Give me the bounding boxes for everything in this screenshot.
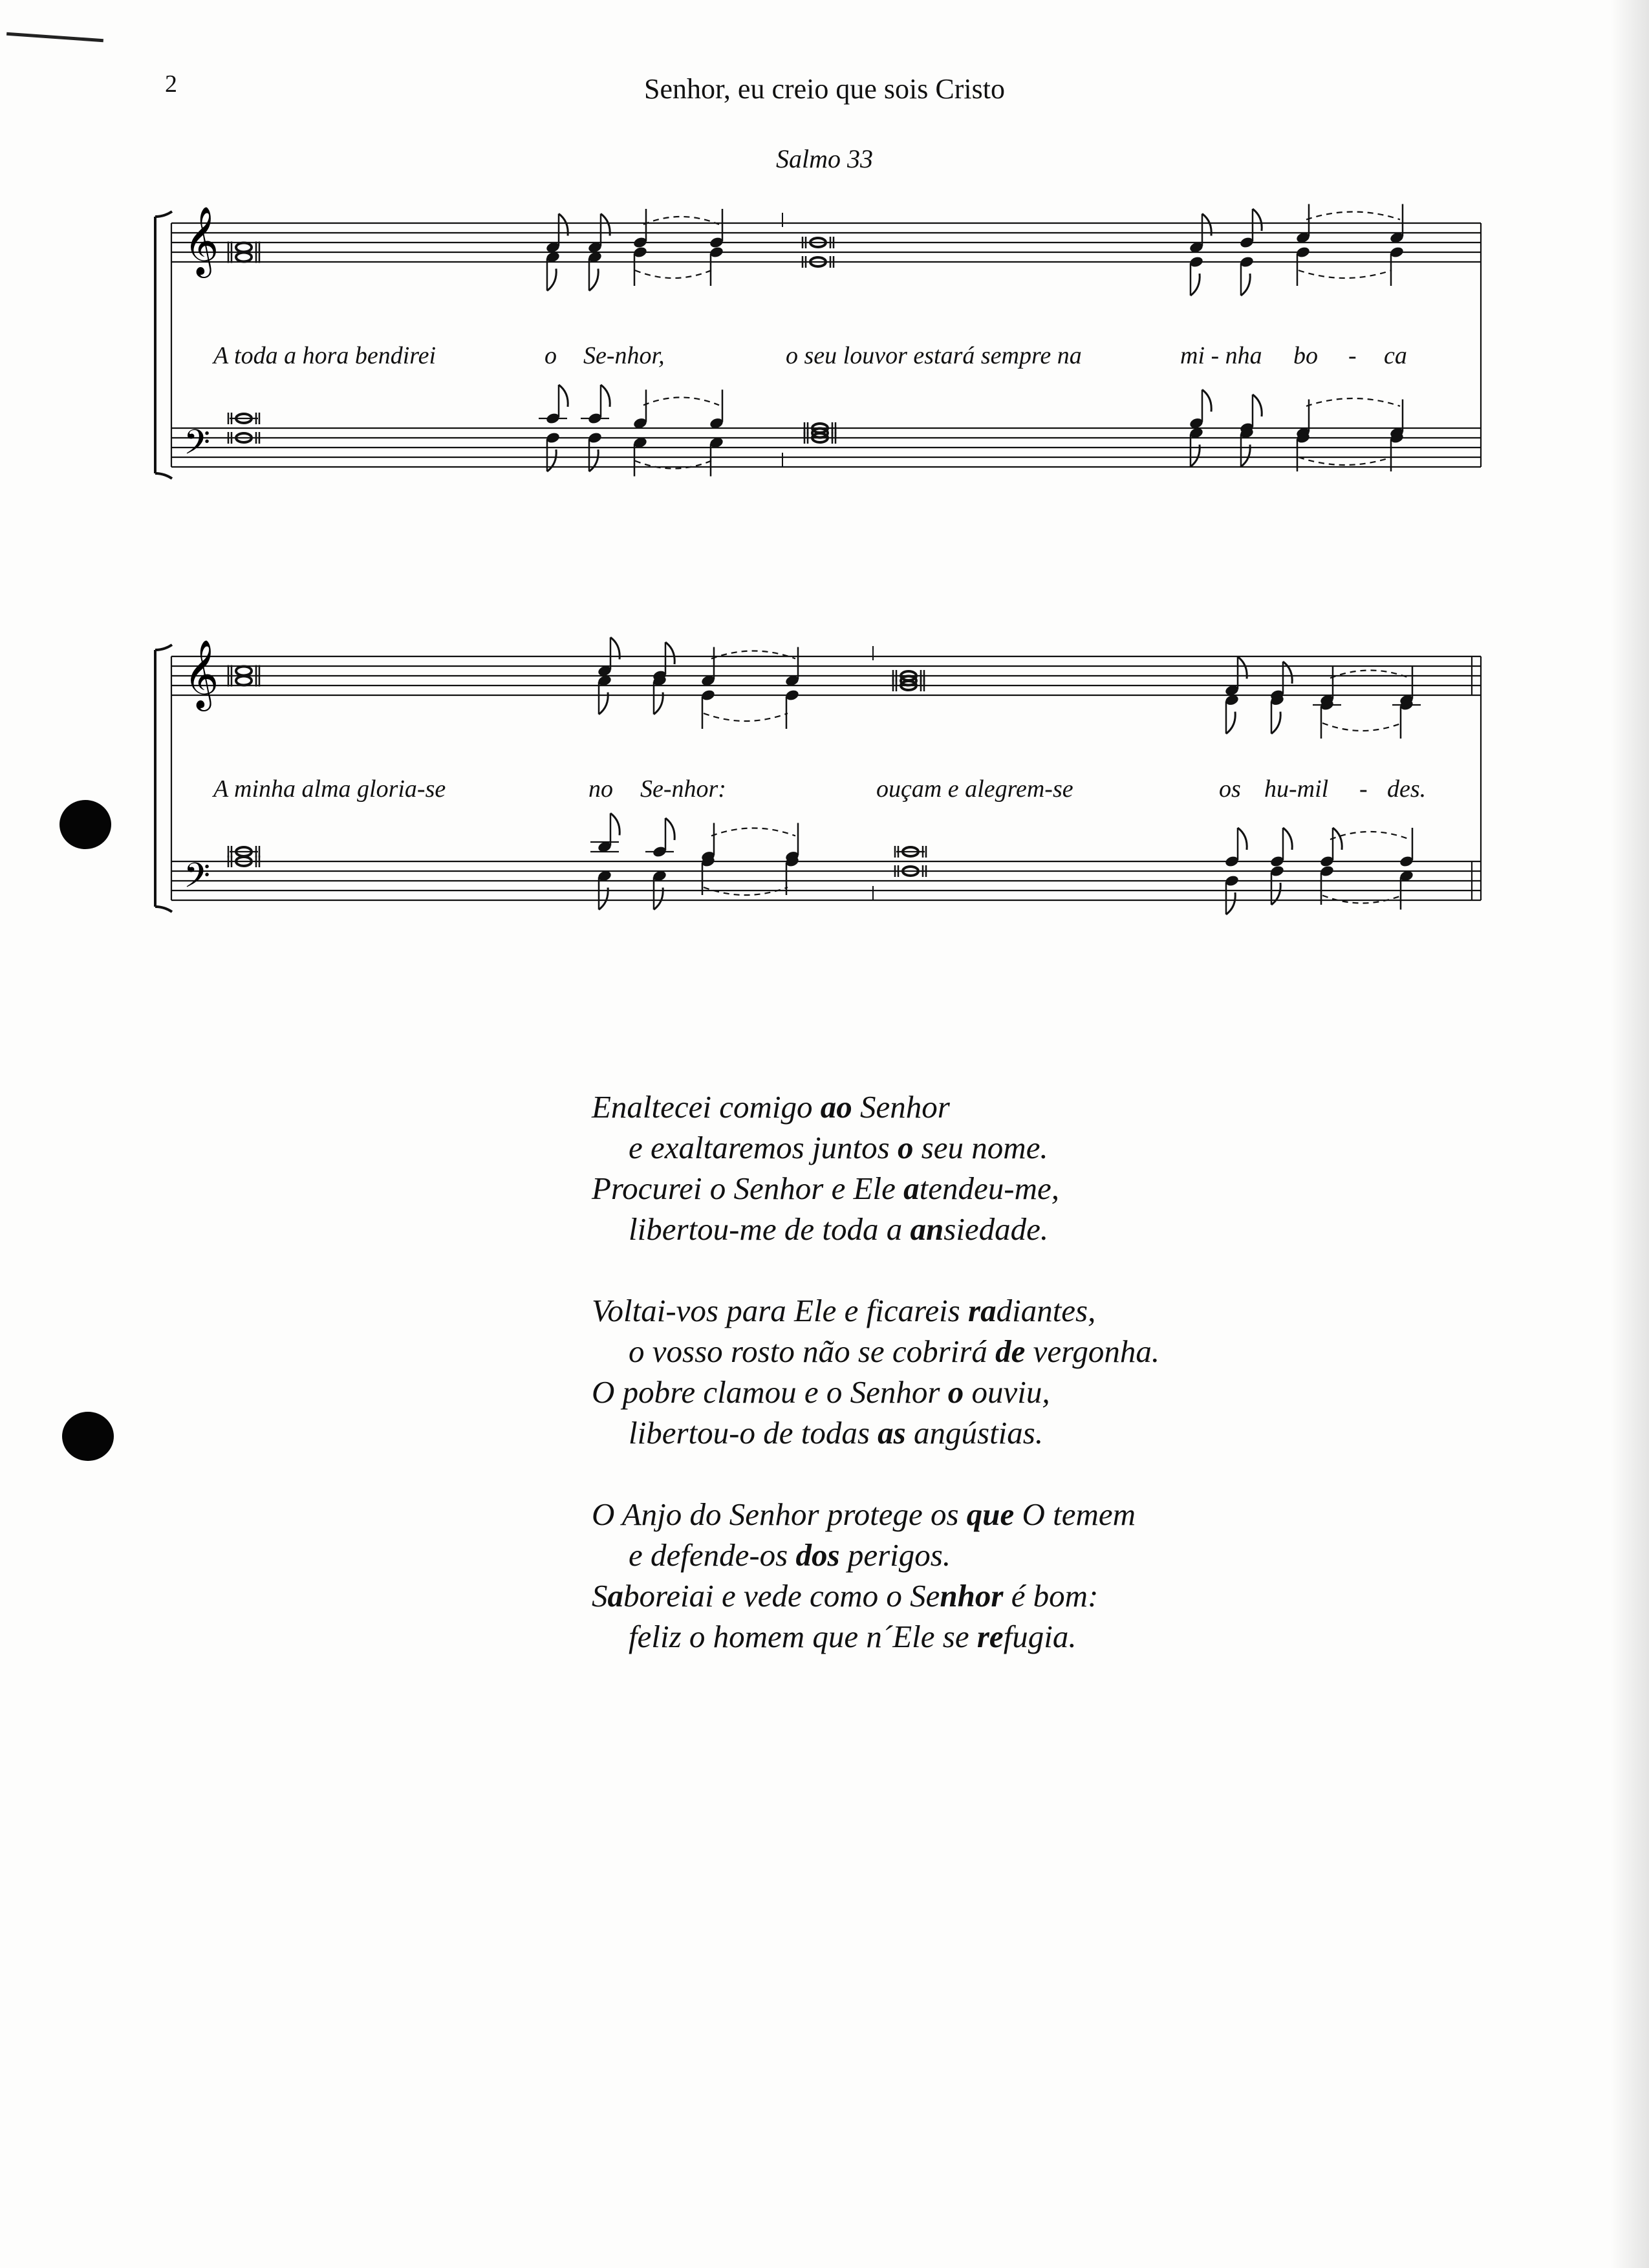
quarter-note xyxy=(632,437,648,477)
psalm-accent-syllable: a xyxy=(607,1578,623,1614)
quarter-note xyxy=(1389,246,1405,286)
quarter-note xyxy=(1399,828,1414,868)
eighth-note xyxy=(545,251,561,291)
eighth-note xyxy=(597,675,612,715)
system-bracket xyxy=(155,645,172,650)
quarter-note xyxy=(784,855,800,895)
psalm-verse xyxy=(592,1086,1159,1249)
psalm-text-run: fugia. xyxy=(1003,1619,1077,1654)
scan-mark xyxy=(6,32,103,42)
dashed-slur xyxy=(1299,270,1392,278)
psalm-text-run: S xyxy=(592,1578,608,1614)
treble-clef: 𝄞 xyxy=(184,639,219,708)
psalm-text-run: siedade. xyxy=(943,1211,1049,1247)
psalm-text-run: Enaltecei comigo xyxy=(592,1089,821,1125)
psalm-accent-syllable: o xyxy=(947,1374,964,1410)
eighth-note xyxy=(1224,874,1240,914)
psalm-accent-syllable: nhor xyxy=(940,1578,1004,1614)
system-bracket xyxy=(155,907,172,912)
treble-clef: 𝄞 xyxy=(184,206,219,275)
psalm-line xyxy=(592,1290,1159,1331)
eighth-note xyxy=(1269,694,1285,734)
quarter-note xyxy=(709,390,724,430)
system-bracket xyxy=(155,211,172,217)
eighth-note xyxy=(545,431,561,471)
psalm-line xyxy=(592,1209,1159,1249)
psalm-line xyxy=(592,1372,1159,1412)
psalm-accent-syllable: a xyxy=(903,1171,920,1206)
psalm-text-run: e defende-os xyxy=(629,1537,796,1573)
psalm-accent-syllable: de xyxy=(995,1334,1026,1369)
quarter-note xyxy=(709,437,724,477)
lyric-2-3: Se-nhor: xyxy=(640,775,726,803)
psalm-line xyxy=(592,1494,1159,1535)
eighth-note xyxy=(545,214,568,254)
lyric-2-5: os xyxy=(1219,775,1241,803)
quarter-note xyxy=(709,246,724,286)
quarter-note xyxy=(1399,870,1414,910)
psalm-text xyxy=(592,1086,1159,1698)
quarter-note xyxy=(700,689,716,729)
psalm-accent-syllable: dos xyxy=(795,1537,840,1573)
eighth-note xyxy=(1269,865,1285,905)
psalm-line xyxy=(592,1412,1159,1453)
dashed-slur xyxy=(711,651,795,659)
psalm-text-run: ouviu, xyxy=(964,1374,1050,1410)
psalm-text-run: seu nome. xyxy=(913,1130,1048,1165)
quarter-note xyxy=(632,390,648,430)
quarter-note xyxy=(784,689,800,729)
quarter-note xyxy=(1389,204,1405,244)
psalm-text-run: libertou-o de todas xyxy=(629,1415,878,1451)
eighth-note xyxy=(597,870,612,910)
psalm-accent-syllable: que xyxy=(966,1496,1015,1532)
psalm-text-run: Voltai-vos para Ele e ficareis xyxy=(592,1293,968,1328)
quarter-note xyxy=(700,647,716,687)
psalm-text-run: O temem xyxy=(1014,1496,1136,1532)
lyric-1-1: A toda a hora bendirei xyxy=(213,342,436,369)
psalm-text-run: feliz o homem que n´Ele se xyxy=(629,1619,977,1654)
eighth-note xyxy=(1224,694,1240,734)
eighth-note xyxy=(1239,427,1255,467)
bass-clef: 𝄢 xyxy=(184,423,211,471)
lyric-2-8: des. xyxy=(1387,775,1427,803)
lyric-1-7: - xyxy=(1348,342,1357,369)
eighth-note xyxy=(1224,657,1247,697)
bass-clef: 𝄢 xyxy=(184,856,211,904)
dashed-slur xyxy=(1330,832,1410,839)
breve-note xyxy=(228,675,259,687)
quarter-note xyxy=(1295,246,1311,286)
quarter-note xyxy=(1389,431,1405,471)
quarter-note xyxy=(784,647,800,687)
dashed-slur xyxy=(643,398,719,405)
quarter-note xyxy=(1295,204,1311,244)
lyric-2-2: no xyxy=(588,775,613,803)
psalm-text-run: e exaltaremos juntos xyxy=(629,1130,898,1165)
psalm-verse xyxy=(592,1494,1159,1657)
eighth-note xyxy=(587,214,610,254)
psalm-text-run: perigos. xyxy=(839,1537,951,1573)
dashed-slur xyxy=(1306,212,1400,220)
lyric-2-7: - xyxy=(1359,775,1368,803)
psalm-line xyxy=(592,1127,1159,1168)
lyric-1-4: o seu louvor estará sempre na xyxy=(786,342,1082,369)
psalm-text-run: Senhor xyxy=(852,1089,950,1125)
eighth-note xyxy=(1189,390,1211,430)
dashed-slur xyxy=(1299,457,1392,465)
page-subtitle: Salmo 33 xyxy=(776,144,873,173)
dashed-slur xyxy=(635,270,711,278)
psalm-text-run: O Anjo do Senhor protege os xyxy=(592,1496,967,1532)
eighth-note xyxy=(587,431,603,471)
eighth-note xyxy=(1189,255,1204,296)
psalm-text-run: Procurei o Senhor e Ele xyxy=(592,1171,904,1206)
eighth-note xyxy=(587,251,603,291)
psalm-line xyxy=(592,1331,1159,1372)
punch-hole-bottom xyxy=(62,1412,114,1461)
lyric-1-8: ca xyxy=(1384,342,1407,369)
lyric-1-5: mi - nha xyxy=(1180,342,1262,369)
eighth-note xyxy=(597,638,620,678)
psalm-text-run: tendeu-me, xyxy=(919,1171,1059,1206)
page-title: Senhor, eu creio que sois Cristo xyxy=(644,73,1005,105)
psalm-line xyxy=(592,1616,1159,1657)
lyric-1-2: o xyxy=(544,342,557,369)
eighth-note xyxy=(652,675,667,715)
psalm-text-run: angústias. xyxy=(905,1415,1044,1451)
psalm-accent-syllable: an xyxy=(910,1211,944,1247)
dashed-slur xyxy=(1330,671,1410,678)
psalm-accent-syllable: as xyxy=(878,1415,906,1451)
psalm-text-run: boreiai e vede como o Se xyxy=(623,1578,940,1614)
eighth-note xyxy=(1189,214,1211,254)
dashed-slur xyxy=(1306,398,1400,406)
eighth-note xyxy=(652,870,667,910)
lyric-1-3: Se-nhor, xyxy=(583,342,665,369)
psalm-line xyxy=(592,1086,1159,1127)
quarter-note xyxy=(632,246,648,286)
lyric-2-4: ouçam e alegrem-se xyxy=(876,775,1073,803)
psalm-text-run: libertou-me de toda a xyxy=(629,1211,911,1247)
psalm-line xyxy=(592,1535,1159,1575)
quarter-note xyxy=(709,209,724,249)
system-bracket xyxy=(155,473,172,479)
breve-note xyxy=(228,242,259,254)
psalm-accent-syllable: re xyxy=(976,1619,1004,1654)
psalm-text-run: vergonha. xyxy=(1025,1334,1160,1369)
dashed-slur xyxy=(1322,896,1402,903)
psalm-text-run: é bom: xyxy=(1003,1578,1099,1614)
psalm-text-run: O pobre clamou e o Senhor xyxy=(592,1374,948,1410)
lyric-2-6: hu-mil xyxy=(1264,775,1329,803)
lyric-2-1: A minha alma gloria-se xyxy=(213,775,446,803)
lyric-1-6: bo xyxy=(1293,342,1318,369)
psalm-text-run: diantes, xyxy=(996,1293,1096,1328)
quarter-note xyxy=(1295,431,1311,471)
dashed-slur xyxy=(704,713,788,721)
eighth-note xyxy=(1239,255,1255,296)
dashed-slur xyxy=(1322,723,1402,731)
psalm-text-run: o vosso rosto não se cobrirá xyxy=(629,1334,996,1369)
quarter-note xyxy=(632,209,648,249)
psalm-accent-syllable: ao xyxy=(820,1089,852,1125)
psalm-accent-syllable: ra xyxy=(968,1293,997,1328)
eighth-note xyxy=(1189,427,1204,467)
psalm-line xyxy=(592,1575,1159,1616)
dashed-slur xyxy=(711,828,795,836)
psalm-accent-syllable: o xyxy=(897,1130,914,1165)
eighth-note xyxy=(597,814,620,854)
page-number: 2 xyxy=(165,70,177,98)
psalm-verse xyxy=(592,1290,1159,1453)
psalm-line xyxy=(592,1168,1159,1209)
